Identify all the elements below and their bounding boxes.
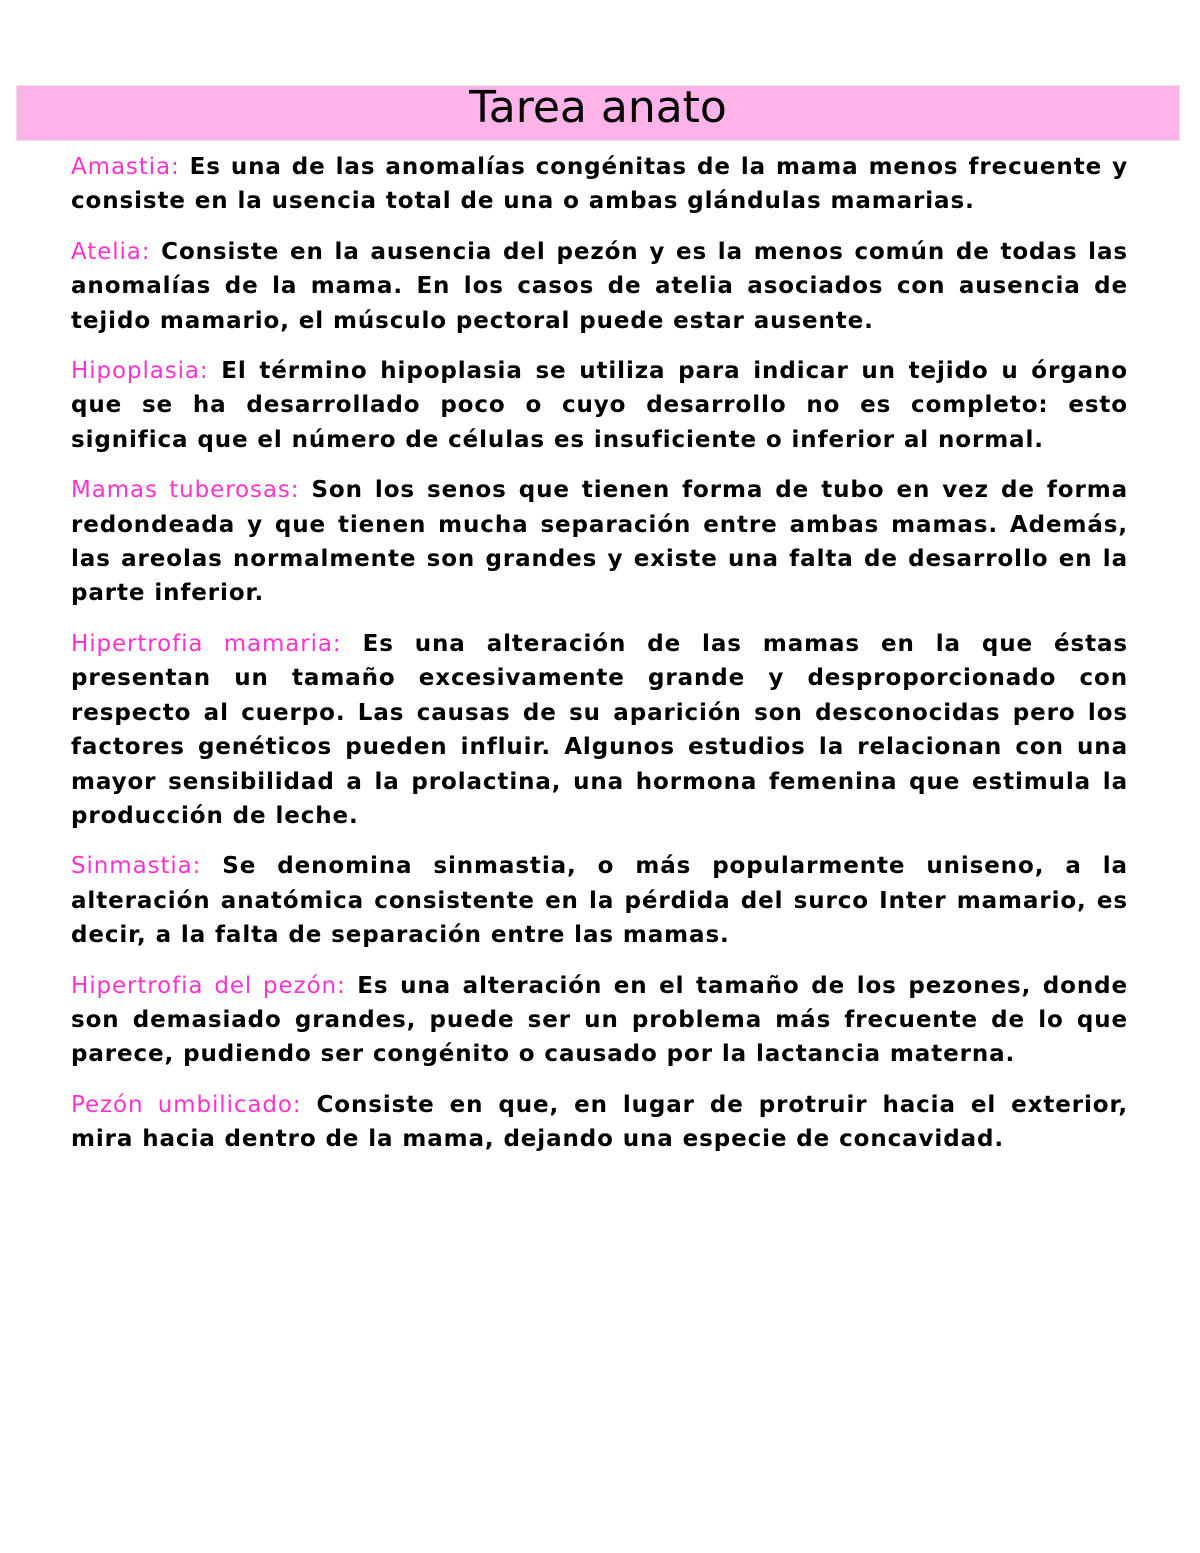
term-label: Amastia: — [71, 154, 180, 180]
entry-sinmastia — [71, 849, 1128, 952]
term-definition: Es una alteración de las mamas en la que éstas presentan un tamaño excesivamente grande y desproporcionado con respecto al cuerpo. Las causas de su aparición son desconocidas pero los factores genéticos pueden influir. Algunos estudios la relacionan con una mayor sensibilidad a la prolactina, una hormona femenina que estimula la producción de leche. — [71, 630, 1128, 829]
term-label: Pezón umbilicado: — [71, 1091, 302, 1118]
term-definition: Son los senos que tienen forma de tubo en vez de forma redondeada y que tienen mucha separación entre ambas mamas. Además, las areolas normalmente son grandes y existe una falta de desarrollo en la parte inferior. — [71, 477, 1128, 607]
entry-amastia — [71, 150, 1128, 219]
term-definition: Consiste en que, en lugar de protruir hacia el exterior, mira hacia dentro de la mama, dejando una especie de concavidad. — [71, 1091, 1128, 1153]
term-definition: El término hipoplasia se utiliza para indicar un tejido u órgano que se ha desarrollado poco o cuyo desarrollo no es completo: esto significa que el número de células es insuficiente o inferior al normal. — [71, 358, 1128, 453]
term-label: Sinmastia: — [71, 853, 202, 880]
entry-hipertrofia-pezon — [71, 969, 1128, 1072]
term-definition: Se denomina sinmastia, o más popularmente uniseno, a la alteración anatómica consistente en la pérdida del surco Inter mamario, es decir, a la falta de separación entre las mamas. — [71, 853, 1128, 949]
term-label: Hipoplasia: — [71, 358, 209, 385]
entry-atelia — [71, 235, 1128, 338]
term-definition: Es una alteración en el tamaño de los pezones, donde son demasiado grandes, puede ser un problema más frecuente de lo que parece, pudiendo ser congénito o causado por la lactancia materna. — [71, 972, 1129, 1068]
document-body — [71, 150, 1128, 1173]
entry-pezon-umbilicado — [71, 1088, 1128, 1157]
term-label: Atelia: — [71, 238, 151, 265]
entry-mamas-tuberosas — [71, 473, 1128, 611]
term-label: Hipertrofia del pezón: — [71, 972, 346, 999]
title-banner — [16, 82, 1180, 141]
entry-hipertrofia-mamaria — [71, 627, 1128, 833]
term-label: Mamas tuberosas: — [71, 477, 300, 504]
term-definition: Consiste en la ausencia del pezón y es la menos común de todas las anomalías de la mama. En los casos de atelia asociados con ausencia de tejido mamario, el músculo pectoral puede estar ausente. — [71, 238, 1128, 334]
page-title: Tarea anato — [469, 82, 727, 133]
term-label: Hipertrofia mamaria: — [71, 630, 342, 657]
entry-hipoplasia — [71, 354, 1128, 457]
term-definition: Es una de las anomalías congénitas de la mama menos frecuente y consiste en la usencia total de una o ambas glándulas mamarias. — [71, 154, 1128, 215]
